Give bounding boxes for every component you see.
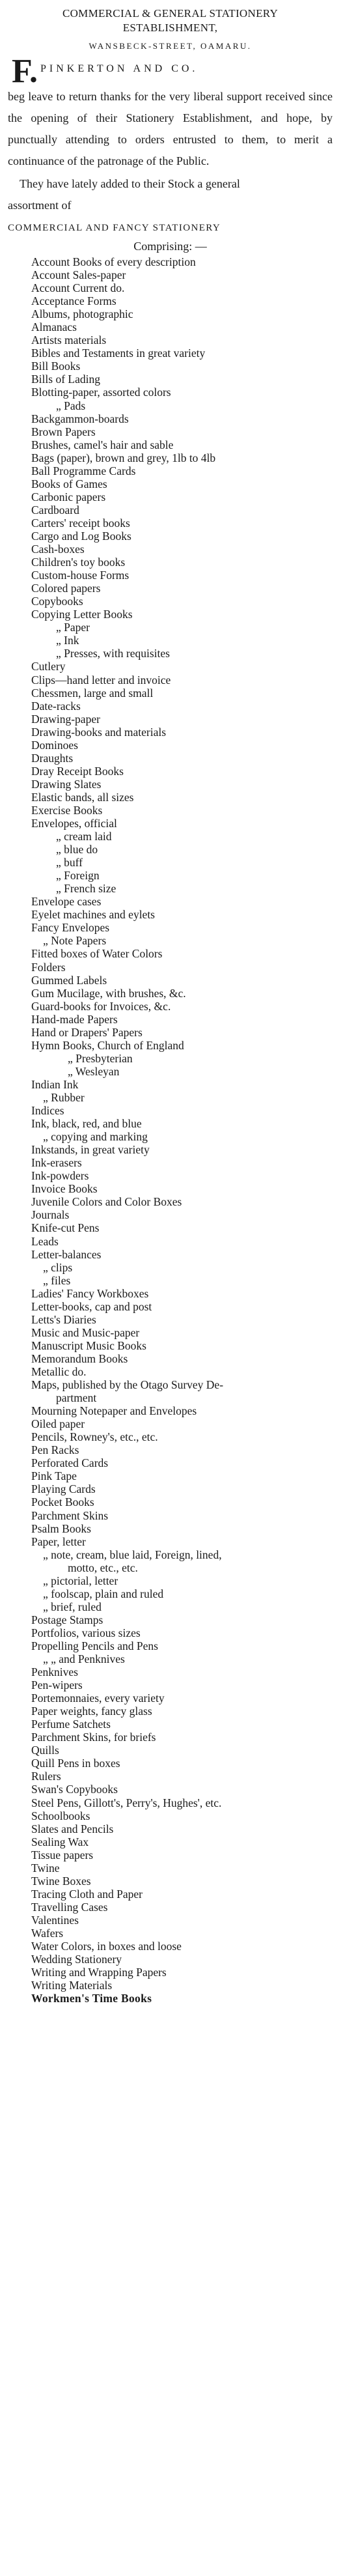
list-item: Children's toy books: [31, 556, 126, 569]
list-item: Invoice Books: [31, 1182, 98, 1196]
list-item: motto, etc., etc.: [68, 1561, 138, 1574]
list-item: Letts's Diaries: [31, 1312, 96, 1326]
list-item: „ pictorial, letter: [43, 1574, 118, 1587]
list-item: Letter-books, cap and post: [31, 1299, 152, 1313]
list-item: Bills of Lading: [31, 373, 100, 386]
drop-cap-initial: F.: [12, 53, 38, 90]
list-item: Tissue papers: [31, 1848, 94, 1861]
list-item: Fitted boxes of Water Colors: [31, 947, 163, 961]
list-item: Folders: [31, 960, 66, 974]
list-item: „ cream laid: [56, 830, 112, 843]
list-item: Parchment Skins, for briefs: [31, 1731, 156, 1744]
list-item: Elastic bands, all sizes: [31, 790, 134, 804]
list-item: Perfume Satchets: [31, 1718, 111, 1731]
list-item: Leads: [31, 1234, 59, 1248]
list-item: Gum Mucilage, with brushes, &c.: [31, 986, 186, 1000]
list-item: Workmen's Time Books: [31, 1992, 152, 2005]
list-item: Water Colors, in boxes and loose: [31, 1940, 182, 1953]
list-item: Knife-cut Pens: [31, 1221, 100, 1235]
list-item: Writing Materials: [31, 1979, 113, 1992]
list-item: Brushes, camel's hair and sable: [31, 438, 174, 451]
list-item: Drawing Slates: [31, 777, 102, 791]
list-item: Colored papers: [31, 582, 101, 595]
list-item: Pencils, Rowney's, etc., etc.: [31, 1430, 158, 1444]
list-item: Ball Programme Cards: [31, 464, 136, 477]
list-item: Wedding Stationery: [31, 1953, 122, 1966]
list-item: partment: [56, 1391, 97, 1405]
list-item: Dominoes: [31, 738, 78, 752]
list-item: Inkstands, in great variety: [31, 1143, 150, 1157]
list-item: Postage Stamps: [31, 1613, 103, 1626]
list-item: Paper, letter: [31, 1535, 86, 1548]
list-item: „ brief, ruled: [43, 1600, 102, 1613]
list-item: Schoolbooks: [31, 1809, 90, 1822]
firm-name-rest: PINKERTON AND CO.: [40, 63, 199, 74]
list-item: Almanacs: [31, 320, 77, 334]
list-item: Manuscript Music Books: [31, 1338, 146, 1352]
list-item: Eyelet machines and eylets: [31, 908, 155, 922]
list-item: Propelling Pencils and Pens: [31, 1639, 158, 1652]
list-item: Albums, photographic: [31, 307, 133, 321]
list-item: „ Presbyterian: [68, 1051, 133, 1065]
list-item: Psalm Books: [31, 1522, 91, 1535]
list-item: Ink-powders: [31, 1169, 89, 1183]
firm-name: [8, 53, 333, 90]
list-item: „ Presses, with requisites: [56, 647, 170, 660]
list-item: Custom-house Forms: [31, 569, 130, 582]
list-item: „ Rubber: [43, 1091, 85, 1104]
list-item: Cardboard: [31, 503, 79, 517]
list-item: Letter-balances: [31, 1247, 102, 1261]
list-item: Ladies' Fancy Workboxes: [31, 1286, 149, 1300]
list-item: Sealing Wax: [31, 1835, 89, 1848]
list-item: Acceptance Forms: [31, 294, 117, 308]
stationery-item-list: [31, 255, 333, 2005]
list-item: Portemonnaies, every variety: [31, 1691, 165, 1705]
list-item: Bill Books: [31, 360, 81, 373]
list-item: Twine Boxes: [31, 1874, 91, 1888]
list-item: Slates and Pencils: [31, 1822, 114, 1835]
stock-added-line: They have lately added to their Stock a general: [20, 177, 240, 190]
list-item: Travelling Cases: [31, 1900, 108, 1914]
list-item: Account Current do.: [31, 281, 125, 295]
list-item: Hand-made Papers: [31, 1012, 118, 1026]
section-heading: COMMERCIAL AND FANCY STATIONERY: [8, 223, 221, 233]
list-item: Envelope cases: [31, 895, 102, 909]
list-item: Metallic do.: [31, 1365, 87, 1378]
list-item: Music and Music-paper: [31, 1325, 140, 1339]
list-item: Copybooks: [31, 595, 83, 608]
list-item: „ note, cream, blue laid, Foreign, lined,: [43, 1548, 222, 1561]
list-item: „ files: [43, 1273, 71, 1287]
list-item: Pen Racks: [31, 1443, 79, 1457]
heading-line-1: COMMERCIAL & GENERAL STATIONERY: [62, 7, 279, 20]
list-item: Cargo and Log Books: [31, 529, 131, 543]
list-item: Dray Receipt Books: [31, 764, 124, 778]
list-item: Ink-erasers: [31, 1156, 82, 1170]
list-item: Playing Cards: [31, 1482, 96, 1496]
list-item: Tracing Cloth and Paper: [31, 1887, 143, 1901]
list-item: „ Foreign: [56, 869, 100, 883]
list-item: Journals: [31, 1208, 70, 1222]
list-item: „ „ and Penknives: [43, 1652, 125, 1666]
list-item: „ Pads: [56, 399, 86, 412]
list-item: Artists materials: [31, 333, 107, 347]
list-item: Pink Tape: [31, 1469, 77, 1483]
list-item: „ Paper: [56, 621, 90, 634]
list-item: Date-racks: [31, 699, 81, 713]
list-item: „ buff: [56, 856, 83, 870]
list-item: Draughts: [31, 751, 74, 765]
list-item: Bibles and Testaments in great variety: [31, 347, 206, 360]
list-item: „ Wesleyan: [68, 1064, 120, 1078]
comprising-label: Comprising: —: [133, 240, 207, 253]
list-item: Writing and Wrapping Papers: [31, 1966, 167, 1979]
list-item: Mourning Notepaper and Envelopes: [31, 1404, 197, 1418]
list-item: Pen-wipers: [31, 1678, 83, 1692]
list-item: „ Note Papers: [43, 934, 107, 948]
list-item: Bags (paper), brown and grey, 1lb to 4lb: [31, 451, 216, 464]
list-item: Quill Pens in boxes: [31, 1757, 120, 1770]
list-item: „ blue do: [56, 843, 98, 856]
list-item: Chessmen, large and small: [31, 686, 154, 700]
list-item: Copying Letter Books: [31, 608, 133, 621]
list-item: Carbonic papers: [31, 490, 106, 503]
list-item: Juvenile Colors and Color Boxes: [31, 1195, 182, 1209]
list-item: Guard-books for Invoices, &c.: [31, 999, 171, 1013]
intro-paragraph: beg leave to return thanks for the very liberal support received since the opening of their Stationery Establishment, and hope, by punctually attending to orders entrusted to them, to merit a continuance of the patronage of the Public.: [8, 90, 333, 167]
list-item: Brown Papers: [31, 425, 96, 438]
list-item: Indices: [31, 1104, 64, 1118]
list-item: Indian Ink: [31, 1077, 79, 1091]
heading-line-2: ESTABLISHMENT,: [122, 21, 218, 34]
list-item: Parchment Skins: [31, 1508, 109, 1522]
list-item: Account Books of every description: [31, 255, 196, 268]
assortment-line: assortment of: [8, 199, 72, 212]
list-item: Wafers: [31, 1927, 64, 1940]
list-item: Fancy Envelopes: [31, 921, 110, 935]
list-item: Envelopes, official: [31, 817, 117, 830]
list-item: Ink, black, red, and blue: [31, 1117, 142, 1131]
list-item: „ copying and marking: [43, 1130, 148, 1144]
list-item: Cash-boxes: [31, 543, 85, 556]
list-item: Hand or Drapers' Papers: [31, 1025, 143, 1039]
list-item: Exercise Books: [31, 803, 103, 817]
list-item: Gummed Labels: [31, 973, 107, 987]
list-item: „ clips: [43, 1260, 73, 1274]
list-item: Carters' receipt books: [31, 516, 130, 530]
list-item: Books of Games: [31, 477, 107, 490]
list-item: Blotting-paper, assorted colors: [31, 386, 171, 399]
list-item: Account Sales-paper: [31, 268, 126, 282]
list-item: Penknives: [31, 1665, 78, 1679]
list-item: Pocket Books: [31, 1495, 94, 1509]
list-item: Perforated Cards: [31, 1456, 109, 1470]
list-item: Rulers: [31, 1770, 61, 1783]
list-item: Swan's Copybooks: [31, 1783, 118, 1796]
list-item: Drawing-books and materials: [31, 725, 167, 739]
list-item: Valentines: [31, 1913, 79, 1927]
list-item: Memorandum Books: [31, 1352, 128, 1365]
list-item: Paper weights, fancy glass: [31, 1705, 152, 1718]
list-item: Drawing-paper: [31, 712, 100, 726]
list-item: Portfolios, various sizes: [31, 1626, 141, 1639]
list-item: „ foolscap, plain and ruled: [43, 1587, 164, 1600]
list-item: Cutlery: [31, 660, 66, 673]
list-item: Hymn Books, Church of England: [31, 1038, 184, 1052]
list-item: Maps, published by the Otago Survey De-: [31, 1378, 224, 1392]
list-item: Steel Pens, Gillott's, Perry's, Hughes', etc.: [31, 1796, 222, 1809]
list-item: Oiled paper: [31, 1417, 85, 1431]
address-line: WANSBECK-STREET, OAMARU.: [89, 41, 252, 51]
list-item: Quills: [31, 1744, 59, 1757]
list-item: Backgammon-boards: [31, 412, 129, 425]
list-item: Clips—hand letter and invoice: [31, 673, 171, 686]
list-item: „ French size: [56, 882, 117, 896]
list-item: „ Ink: [56, 634, 79, 647]
list-item: Twine: [31, 1861, 60, 1875]
